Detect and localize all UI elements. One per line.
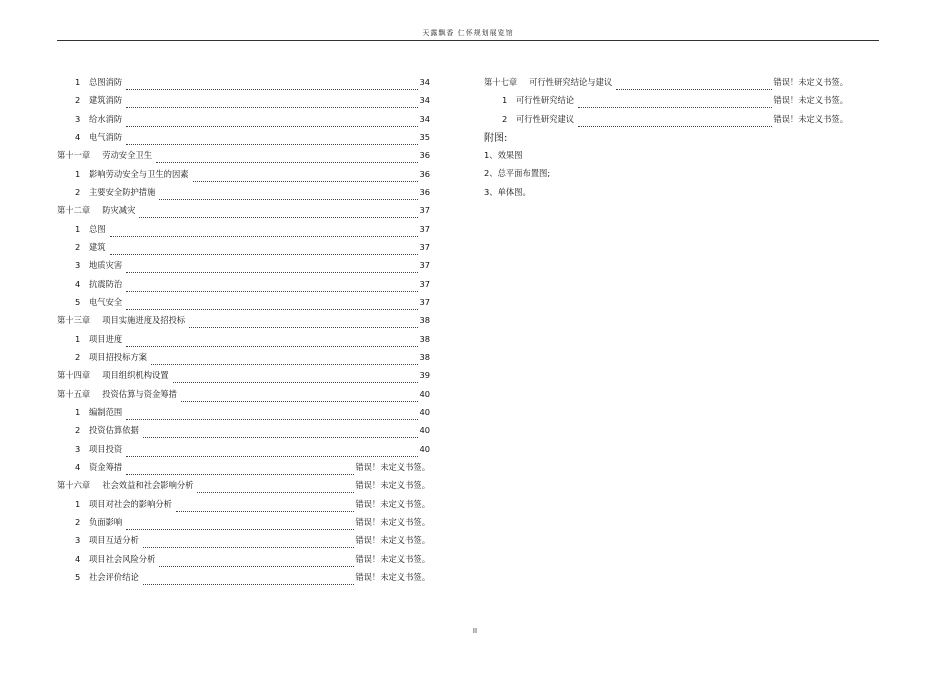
toc-entry-page: 错误！未定义书签。 xyxy=(355,535,430,546)
toc-entry-number: 1 xyxy=(75,223,81,234)
toc-section-entry[interactable] xyxy=(484,113,848,131)
toc-entry-page: 错误！未定义书签。 xyxy=(355,498,430,509)
toc-dot-leader xyxy=(143,428,419,438)
toc-right-column xyxy=(484,76,848,203)
page-number: II xyxy=(472,627,478,635)
toc-entry-title xyxy=(57,314,185,326)
toc-section-entry[interactable] xyxy=(57,76,430,94)
toc-entry-title xyxy=(75,571,139,583)
toc-entry-page: 39 xyxy=(419,370,430,381)
toc-section-entry[interactable] xyxy=(57,351,430,369)
toc-entry-text: 电气消防 xyxy=(89,131,123,142)
toc-entry-title xyxy=(75,131,122,143)
toc-entry-number: 5 xyxy=(75,571,81,582)
appendix-item: 1、效果图 xyxy=(484,149,523,160)
toc-dot-leader xyxy=(126,98,418,108)
toc-entry-title xyxy=(75,296,122,308)
toc-entry-page: 38 xyxy=(419,333,430,344)
toc-dot-leader xyxy=(578,117,772,127)
toc-dot-leader xyxy=(126,80,418,90)
toc-dot-leader xyxy=(578,98,772,108)
appendix-item: 3、单体图。 xyxy=(484,186,531,197)
toc-section-entry[interactable] xyxy=(57,498,430,516)
appendix-title: 附图: xyxy=(484,132,508,144)
toc-section-entry[interactable] xyxy=(57,168,430,186)
toc-dot-leader xyxy=(139,208,418,218)
toc-entry-text: 项目进度 xyxy=(89,333,123,344)
toc-section-entry[interactable] xyxy=(57,571,430,589)
toc-entry-number: 4 xyxy=(75,131,81,142)
toc-section-entry[interactable] xyxy=(57,113,430,131)
toc-entry-number: 3 xyxy=(75,260,81,271)
toc-chapter-entry[interactable] xyxy=(57,388,430,406)
toc-entry-title xyxy=(75,461,122,473)
toc-entry-page: 38 xyxy=(419,351,430,362)
toc-entry-page: 37 xyxy=(419,223,430,234)
toc-entry-number: 第十七章 xyxy=(484,77,518,87)
toc-entry-number: 4 xyxy=(75,278,81,289)
toc-entry-title xyxy=(75,223,106,235)
toc-entry-number: 1 xyxy=(502,95,508,106)
toc-entry-text: 项目对社会的影响分析 xyxy=(89,498,172,509)
toc-entry-page: 错误！未定义书签。 xyxy=(773,77,848,87)
toc-entry-title xyxy=(502,94,574,106)
toc-entry-page: 34 xyxy=(419,113,430,124)
toc-entry-page: 40 xyxy=(419,406,430,417)
toc-entry-number: 3 xyxy=(75,443,81,454)
toc-entry-title xyxy=(75,94,122,106)
toc-dot-leader xyxy=(110,245,419,255)
toc-section-entry[interactable] xyxy=(57,278,430,296)
toc-entry-text: 总图消防 xyxy=(89,77,123,87)
toc-entry-page: 错误！未定义书签。 xyxy=(355,461,430,472)
toc-entry-text: 可行性研究结论 xyxy=(516,95,575,106)
toc-section-entry[interactable] xyxy=(57,131,430,149)
toc-dot-leader xyxy=(197,483,354,493)
toc-chapter-entry[interactable] xyxy=(57,369,430,387)
toc-entry-page: 错误！未定义书签。 xyxy=(773,95,848,106)
toc-entry-page: 错误！未定义书签。 xyxy=(355,553,430,564)
toc-section-entry[interactable] xyxy=(57,333,430,351)
toc-entry-text: 投资估算与资金筹措 xyxy=(102,388,177,399)
toc-entry-text: 建筑 xyxy=(89,241,106,252)
toc-entry-number: 第十一章 xyxy=(57,150,91,161)
toc-entry-page: 34 xyxy=(419,77,430,87)
toc-entry-title xyxy=(75,76,122,88)
toc-dot-leader xyxy=(176,502,354,512)
toc-entry-number: 3 xyxy=(75,113,81,124)
toc-entry-title xyxy=(57,149,152,161)
toc-entry-number: 第十六章 xyxy=(57,480,91,491)
toc-entry-page: 40 xyxy=(419,388,430,399)
toc-entry-text: 影响劳动安全与卫生的因素 xyxy=(89,168,189,179)
toc-entry-title xyxy=(57,479,193,491)
header-divider xyxy=(57,40,879,41)
toc-entry-title xyxy=(57,388,177,400)
toc-section-entry[interactable] xyxy=(57,259,430,277)
toc-section-entry[interactable] xyxy=(57,553,430,571)
toc-entry-page: 36 xyxy=(419,168,430,179)
toc-entry-text: 主要安全防护措施 xyxy=(89,186,156,197)
toc-entry-text: 防灾减灾 xyxy=(102,205,136,216)
toc-entry-title xyxy=(75,241,106,253)
toc-entry-text: 项目招投标方案 xyxy=(89,351,148,362)
toc-entry-title xyxy=(75,534,139,546)
toc-entry-page: 36 xyxy=(419,186,430,197)
toc-dot-leader xyxy=(126,135,418,145)
toc-entry-page: 40 xyxy=(419,425,430,436)
toc-entry-text: 电气安全 xyxy=(89,296,123,307)
toc-section-entry[interactable] xyxy=(57,424,430,442)
toc-entry-text: 总图 xyxy=(89,223,106,234)
toc-entry-title xyxy=(57,204,135,216)
toc-entry-title xyxy=(75,516,122,528)
toc-dot-leader xyxy=(159,190,418,200)
toc-section-entry[interactable] xyxy=(57,186,430,204)
appendix-item: 2、总平面布置图; xyxy=(484,168,551,179)
toc-entry-title xyxy=(57,369,169,381)
toc-entry-number: 2 xyxy=(75,241,81,252)
toc-entry-text: 投资估算依据 xyxy=(89,425,139,436)
toc-chapter-entry[interactable] xyxy=(57,204,430,222)
toc-section-entry[interactable] xyxy=(57,461,430,479)
toc-entry-number: 第十二章 xyxy=(57,205,91,216)
toc-entry-number: 4 xyxy=(75,461,81,472)
toc-entry-number: 2 xyxy=(75,351,81,362)
toc-entry-page: 40 xyxy=(419,443,430,454)
toc-entry-number: 第十五章 xyxy=(57,388,91,399)
toc-dot-leader xyxy=(616,80,772,90)
toc-entry-text: 编制范围 xyxy=(89,406,123,417)
toc-entry-title xyxy=(75,333,122,345)
toc-entry-text: 劳动安全卫生 xyxy=(102,150,152,161)
toc-left-column xyxy=(57,76,430,589)
toc-section-entry[interactable] xyxy=(57,241,430,259)
toc-entry-title xyxy=(75,553,155,565)
toc-entry-title xyxy=(75,278,122,290)
toc-chapter-entry[interactable] xyxy=(484,76,848,94)
toc-entry-page: 37 xyxy=(419,260,430,271)
toc-entry-number: 4 xyxy=(75,553,81,564)
toc-entry-page: 错误！未定义书签。 xyxy=(355,480,430,491)
toc-entry-page: 35 xyxy=(419,131,430,142)
toc-entry-page: 37 xyxy=(419,296,430,307)
toc-dot-leader xyxy=(126,300,418,310)
toc-entry-title xyxy=(75,406,122,418)
toc-entry-text: 资金筹措 xyxy=(89,461,123,472)
toc-dot-leader xyxy=(156,153,418,163)
toc-dot-leader xyxy=(151,355,418,365)
toc-dot-leader xyxy=(181,392,419,402)
toc-entry-text: 社会评价结论 xyxy=(89,571,139,582)
toc-entry-title xyxy=(75,351,147,363)
toc-entry-text: 项目投资 xyxy=(89,443,123,454)
toc-right-entries xyxy=(484,76,848,131)
toc-entry-title xyxy=(75,259,122,271)
toc-entry-number: 第十三章 xyxy=(57,315,91,326)
toc-entry-number: 2 xyxy=(75,186,81,197)
toc-dot-leader xyxy=(159,557,354,567)
toc-entry-title xyxy=(484,76,612,88)
toc-section-entry[interactable] xyxy=(57,443,430,461)
toc-section-entry[interactable] xyxy=(57,406,430,424)
toc-dot-leader xyxy=(126,410,418,420)
toc-entry-page: 错误！未定义书签。 xyxy=(355,571,430,582)
toc-section-entry[interactable] xyxy=(484,94,848,112)
toc-entry-text: 项目互适分析 xyxy=(89,535,139,546)
toc-chapter-entry[interactable] xyxy=(57,149,430,167)
toc-dot-leader xyxy=(110,227,419,237)
toc-entry-title xyxy=(75,168,189,180)
toc-entry-text: 项目实施进度及招投标 xyxy=(102,315,186,326)
toc-entry-page: 38 xyxy=(419,315,430,326)
toc-entry-text: 给水消防 xyxy=(89,113,123,124)
toc-dot-leader xyxy=(143,538,355,548)
toc-entry-title xyxy=(502,113,574,125)
toc-section-entry[interactable] xyxy=(57,534,430,552)
toc-entry-text: 可行性研究结论与建议 xyxy=(529,77,613,87)
toc-entry-number: 第十四章 xyxy=(57,370,91,381)
toc-section-entry[interactable] xyxy=(57,94,430,112)
toc-entry-title xyxy=(75,498,172,510)
toc-entry-title xyxy=(75,424,139,436)
toc-section-entry[interactable] xyxy=(57,223,430,241)
toc-dot-leader xyxy=(126,447,418,457)
toc-dot-leader xyxy=(126,282,418,292)
toc-entry-text: 地质灾害 xyxy=(89,260,123,271)
toc-dot-leader xyxy=(193,172,419,182)
toc-entry-text: 项目组织机构设置 xyxy=(102,370,169,381)
toc-dot-leader xyxy=(126,465,354,475)
toc-entry-title xyxy=(75,186,155,198)
toc-section-entry[interactable] xyxy=(57,296,430,314)
toc-dot-leader xyxy=(173,373,419,383)
toc-entry-page: 错误！未定义书签。 xyxy=(773,113,848,124)
toc-entry-number: 3 xyxy=(75,535,81,546)
toc-entry-text: 负面影响 xyxy=(89,516,123,527)
toc-entry-number: 5 xyxy=(75,296,81,307)
toc-entry-number: 1 xyxy=(75,168,81,179)
toc-entry-title xyxy=(75,443,122,455)
toc-dot-leader xyxy=(143,575,355,585)
toc-entry-page: 37 xyxy=(419,205,430,216)
toc-dot-leader xyxy=(126,117,418,127)
toc-section-entry[interactable] xyxy=(57,516,430,534)
toc-entry-number: 1 xyxy=(75,498,81,509)
toc-entry-text: 建筑消防 xyxy=(89,95,123,106)
toc-entry-number: 2 xyxy=(75,425,81,436)
toc-entry-number: 1 xyxy=(75,333,81,344)
toc-entry-number: 2 xyxy=(75,516,81,527)
toc-dot-leader xyxy=(126,520,354,530)
toc-entry-page: 36 xyxy=(419,150,430,161)
page-header: 天露飘香 仁怀规划展览馆 xyxy=(422,29,514,37)
toc-entry-page: 错误！未定义书签。 xyxy=(355,516,430,527)
toc-chapter-entry[interactable] xyxy=(57,314,430,332)
toc-dot-leader xyxy=(189,318,418,328)
toc-entry-number: 1 xyxy=(75,77,81,87)
toc-entry-title xyxy=(75,113,122,125)
toc-entry-page: 37 xyxy=(419,241,430,252)
toc-entry-number: 2 xyxy=(502,113,508,124)
toc-entry-number: 1 xyxy=(75,406,81,417)
toc-chapter-entry[interactable] xyxy=(57,479,430,497)
toc-dot-leader xyxy=(126,337,418,347)
toc-entry-text: 社会效益和社会影响分析 xyxy=(102,480,194,491)
toc-entry-text: 可行性研究建议 xyxy=(516,113,575,124)
toc-entry-number: 2 xyxy=(75,95,81,106)
toc-entry-text: 抗震防治 xyxy=(89,278,123,289)
toc-dot-leader xyxy=(126,263,418,273)
toc-entry-page: 34 xyxy=(419,95,430,106)
toc-entry-page: 37 xyxy=(419,278,430,289)
toc-entry-text: 项目社会风险分析 xyxy=(89,553,156,564)
